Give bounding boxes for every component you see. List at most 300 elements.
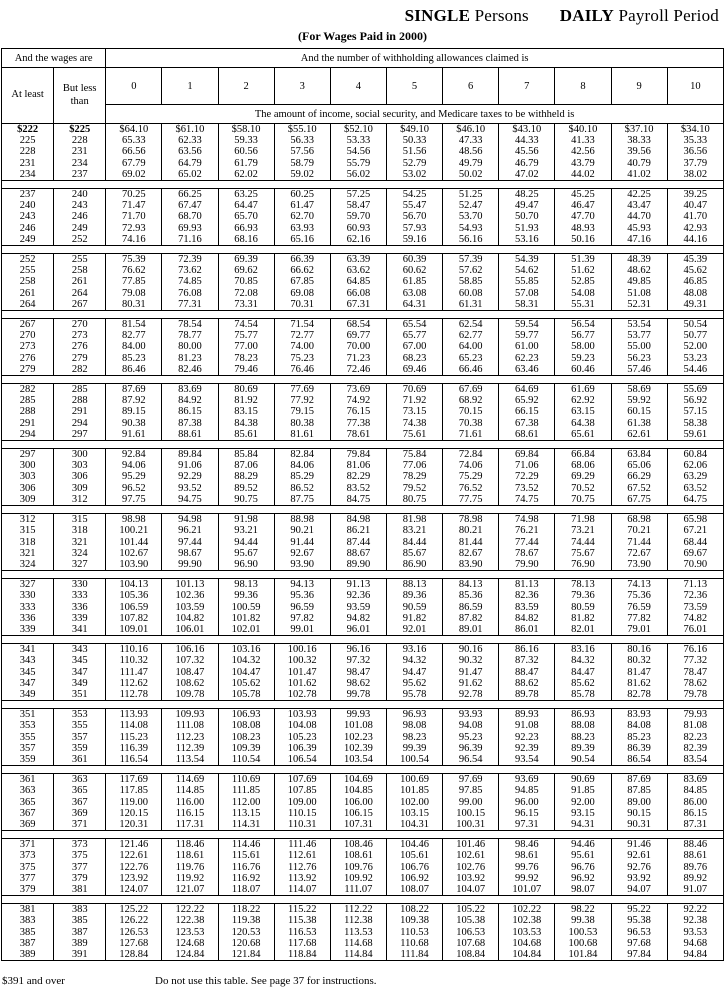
cell-amount-3: 65.16 (274, 234, 330, 246)
cell-amount-6: 68.92 (443, 395, 499, 406)
cell-amount-1: 77.31 (162, 299, 218, 311)
cell-amount-2: 110.54 (218, 754, 274, 766)
cell-amount-2: 105.78 (218, 689, 274, 701)
cell-amount-8: 84.32 (555, 655, 611, 666)
cell-amount-3: 103.93 (274, 709, 330, 721)
cell-amount-1: 86.15 (162, 406, 218, 417)
table-row (2, 732, 724, 743)
cell-amount-6: 64.00 (443, 341, 499, 352)
cell-but-less-than: 359 (54, 743, 106, 754)
cell-amount-3: 86.52 (274, 483, 330, 494)
cell-amount-6: 54.93 (443, 223, 499, 234)
cell-amount-8: 92.00 (555, 797, 611, 808)
cell-amount-3: 105.23 (274, 732, 330, 743)
cell-amount-10: 71.13 (667, 579, 723, 591)
cell-amount-3: 118.84 (274, 949, 330, 961)
cell-amount-3: 101.62 (274, 678, 330, 689)
cell-at-least: 297 (2, 449, 54, 461)
cell-amount-8: 98.07 (555, 884, 611, 896)
cell-but-less-than: 381 (54, 884, 106, 896)
cell-amount-5: 63.08 (386, 288, 442, 299)
cell-at-least: 327 (2, 579, 54, 591)
header-allowances: And the number of withholding allowances claimed is (106, 49, 724, 68)
cell-amount-0: 81.54 (106, 319, 162, 331)
cell-amount-4: 78.61 (330, 429, 386, 441)
cell-amount-0: 125.22 (106, 904, 162, 916)
cell-at-least: 270 (2, 330, 54, 341)
cell-amount-5: 81.98 (386, 514, 442, 526)
cell-amount-4: 74.92 (330, 395, 386, 406)
cell-amount-5: 77.06 (386, 460, 442, 471)
cell-but-less-than: 365 (54, 785, 106, 796)
cell-amount-3: 91.44 (274, 537, 330, 548)
cell-amount-4: 102.39 (330, 743, 386, 754)
cell-amount-3: 106.39 (274, 743, 330, 754)
cell-amount-8: 100.53 (555, 927, 611, 938)
cell-amount-4: 84.75 (330, 494, 386, 506)
cell-amount-5: 59.16 (386, 234, 442, 246)
cell-amount-10: 86.00 (667, 797, 723, 808)
cell-amount-8: $40.10 (555, 124, 611, 136)
cell-amount-8: 83.16 (555, 644, 611, 656)
cell-amount-8: 98.22 (555, 904, 611, 916)
cell-amount-4: 62.16 (330, 234, 386, 246)
cell-amount-7: 92.23 (499, 732, 555, 743)
cell-amount-8: 61.69 (555, 384, 611, 396)
row-spacer-cell (2, 311, 724, 319)
cell-amount-1: 92.29 (162, 471, 218, 482)
cell-amount-9: 51.08 (611, 288, 667, 299)
cell-amount-0: 84.00 (106, 341, 162, 352)
table-row (2, 548, 724, 559)
cell-at-least: 339 (2, 624, 54, 636)
row-spacer (2, 181, 724, 189)
cell-amount-4: 99.93 (330, 709, 386, 721)
table-row (2, 590, 724, 601)
cell-amount-5: 78.29 (386, 471, 442, 482)
row-spacer-cell (2, 246, 724, 254)
cell-amount-1: 106.16 (162, 644, 218, 656)
cell-amount-2: 65.70 (218, 211, 274, 222)
cell-at-least: 306 (2, 483, 54, 494)
cell-amount-2: 81.92 (218, 395, 274, 406)
cell-amount-9: 48.39 (611, 254, 667, 266)
cell-amount-7: 89.93 (499, 709, 555, 721)
cell-amount-2: 66.93 (218, 223, 274, 234)
cell-but-less-than: 285 (54, 384, 106, 396)
cell-amount-2: 73.31 (218, 299, 274, 311)
table-row (2, 938, 724, 949)
cell-amount-1: 73.62 (162, 265, 218, 276)
cell-amount-0: 106.59 (106, 602, 162, 613)
cell-amount-4: 71.23 (330, 353, 386, 364)
cell-amount-7: 57.08 (499, 288, 555, 299)
cell-amount-9: 85.23 (611, 732, 667, 743)
row-spacer-cell (2, 896, 724, 904)
cell-but-less-than: 389 (54, 938, 106, 949)
cell-amount-5: 60.39 (386, 254, 442, 266)
cell-amount-1: 62.33 (162, 135, 218, 146)
cell-at-least: 246 (2, 223, 54, 234)
cell-amount-3: 84.06 (274, 460, 330, 471)
cell-amount-3: 82.84 (274, 449, 330, 461)
cell-amount-10: 79.93 (667, 709, 723, 721)
cell-amount-0: 67.79 (106, 158, 162, 169)
cell-amount-4: 63.39 (330, 254, 386, 266)
cell-amount-0: 80.31 (106, 299, 162, 311)
cell-but-less-than: 349 (54, 678, 106, 689)
cell-amount-6: 49.79 (443, 158, 499, 169)
cell-amount-5: 56.70 (386, 211, 442, 222)
cell-amount-9: $37.10 (611, 124, 667, 136)
cell-amount-6: 80.21 (443, 525, 499, 536)
cell-amount-6: 67.69 (443, 384, 499, 396)
cell-amount-1: 84.92 (162, 395, 218, 406)
cell-amount-7: 72.29 (499, 471, 555, 482)
cell-amount-3: 62.70 (274, 211, 330, 222)
cell-amount-10: 50.54 (667, 319, 723, 331)
cell-amount-10: 49.31 (667, 299, 723, 311)
row-spacer-cell (2, 571, 724, 579)
header-col-2: 2 (218, 68, 274, 105)
cell-amount-2: 116.92 (218, 873, 274, 884)
cell-amount-1: 109.93 (162, 709, 218, 721)
cell-but-less-than: 306 (54, 471, 106, 482)
cell-amount-6: 85.36 (443, 590, 499, 601)
cell-amount-2: 68.16 (218, 234, 274, 246)
table-row (2, 743, 724, 754)
cell-amount-9: 73.90 (611, 559, 667, 571)
cell-but-less-than: 363 (54, 774, 106, 786)
cell-at-least: 225 (2, 135, 54, 146)
table-row (2, 655, 724, 666)
withholding-table (1, 48, 724, 961)
cell-amount-1: 101.13 (162, 579, 218, 591)
cell-amount-1: 102.36 (162, 590, 218, 601)
cell-amount-6: 91.47 (443, 667, 499, 678)
cell-amount-5: 110.53 (386, 927, 442, 938)
cell-amount-0: 91.61 (106, 429, 162, 441)
table-row (2, 797, 724, 808)
header-col-1: 1 (162, 68, 218, 105)
row-spacer-cell (2, 636, 724, 644)
cell-amount-8: 63.15 (555, 406, 611, 417)
cell-at-least: 261 (2, 288, 54, 299)
cell-amount-9: 81.62 (611, 678, 667, 689)
cell-amount-3: 79.15 (274, 406, 330, 417)
cell-but-less-than: 312 (54, 494, 106, 506)
table-row (2, 146, 724, 157)
cell-amount-5: 104.31 (386, 819, 442, 831)
cell-amount-3: 97.82 (274, 613, 330, 624)
cell-amount-10: 92.38 (667, 915, 723, 926)
cell-amount-7: 54.62 (499, 265, 555, 276)
cell-amount-4: 96.01 (330, 624, 386, 636)
table-row (2, 850, 724, 861)
cell-at-least: 373 (2, 850, 54, 861)
cell-amount-10: 58.38 (667, 418, 723, 429)
cell-amount-7: 99.92 (499, 873, 555, 884)
cell-amount-5: 96.93 (386, 709, 442, 721)
cell-amount-9: 80.16 (611, 644, 667, 656)
cell-amount-6: 86.59 (443, 602, 499, 613)
cell-amount-9: 93.92 (611, 873, 667, 884)
cell-amount-6: 77.75 (443, 494, 499, 506)
cell-amount-7: 77.44 (499, 537, 555, 548)
table-row (2, 839, 724, 851)
cell-amount-1: 119.92 (162, 873, 218, 884)
header-col-0: 0 (106, 68, 162, 105)
cell-amount-1: 111.08 (162, 720, 218, 731)
cell-amount-5: 67.00 (386, 341, 442, 352)
cell-amount-1: 71.16 (162, 234, 218, 246)
table-row (2, 276, 724, 287)
cell-amount-0: 128.84 (106, 949, 162, 961)
cell-amount-5: 71.92 (386, 395, 442, 406)
cell-amount-6: 61.31 (443, 299, 499, 311)
table-row (2, 904, 724, 916)
cell-amount-1: 118.61 (162, 850, 218, 861)
cell-but-less-than: 252 (54, 234, 106, 246)
cell-amount-5: 65.54 (386, 319, 442, 331)
cell-amount-10: 57.15 (667, 406, 723, 417)
cell-amount-9: 61.38 (611, 418, 667, 429)
cell-amount-10: 56.92 (667, 395, 723, 406)
table-row (2, 644, 724, 656)
cell-amount-7: 86.01 (499, 624, 555, 636)
cell-amount-2: 116.76 (218, 862, 274, 873)
table-row (2, 862, 724, 873)
cell-amount-6: 53.70 (443, 211, 499, 222)
row-spacer (2, 701, 724, 709)
cell-amount-1: 113.54 (162, 754, 218, 766)
cell-amount-1: 124.68 (162, 938, 218, 949)
cell-but-less-than: 324 (54, 548, 106, 559)
cell-but-less-than: 237 (54, 169, 106, 181)
table-row (2, 124, 724, 136)
table-row (2, 689, 724, 701)
table-row (2, 819, 724, 831)
cell-amount-10: 84.85 (667, 785, 723, 796)
cell-amount-7: 98.46 (499, 839, 555, 851)
table-row (2, 483, 724, 494)
cell-but-less-than: 341 (54, 624, 106, 636)
cell-amount-5: 92.01 (386, 624, 442, 636)
cell-amount-6: 91.62 (443, 678, 499, 689)
cell-amount-9: 67.52 (611, 483, 667, 494)
table-row (2, 384, 724, 396)
cell-amount-6: 99.00 (443, 797, 499, 808)
cell-amount-4: 64.85 (330, 276, 386, 287)
cell-amount-7: 54.39 (499, 254, 555, 266)
cell-amount-6: 62.77 (443, 330, 499, 341)
cell-amount-4: 69.77 (330, 330, 386, 341)
cell-amount-9: 77.82 (611, 613, 667, 624)
cell-amount-0: 119.00 (106, 797, 162, 808)
cell-amount-9: 48.62 (611, 265, 667, 276)
cell-amount-1: 116.15 (162, 808, 218, 819)
cell-amount-4: 67.31 (330, 299, 386, 311)
cell-amount-5: 91.82 (386, 613, 442, 624)
cell-amount-9: 55.00 (611, 341, 667, 352)
cell-but-less-than: 357 (54, 732, 106, 743)
cell-amount-6: 48.56 (443, 146, 499, 157)
cell-amount-4: 112.22 (330, 904, 386, 916)
table-row (2, 514, 724, 526)
cell-amount-7: 84.82 (499, 613, 555, 624)
cell-amount-10: 55.69 (667, 384, 723, 396)
cell-at-least: 318 (2, 537, 54, 548)
cell-amount-3: 77.92 (274, 395, 330, 406)
row-spacer (2, 766, 724, 774)
cell-amount-4: 73.69 (330, 384, 386, 396)
table-row (2, 254, 724, 266)
cell-amount-3: 92.67 (274, 548, 330, 559)
cell-amount-3: 99.01 (274, 624, 330, 636)
cell-amount-6: 82.67 (443, 548, 499, 559)
cell-amount-7: 48.25 (499, 189, 555, 201)
cell-amount-7: 94.85 (499, 785, 555, 796)
cell-amount-0: 104.13 (106, 579, 162, 591)
cell-amount-5: 109.38 (386, 915, 442, 926)
cell-amount-5: 84.44 (386, 537, 442, 548)
cell-amount-1: $61.10 (162, 124, 218, 136)
cell-amount-3: 111.46 (274, 839, 330, 851)
cell-amount-8: 54.08 (555, 288, 611, 299)
cell-amount-0: 107.82 (106, 613, 162, 624)
cell-amount-7: 73.52 (499, 483, 555, 494)
cell-amount-7: 91.08 (499, 720, 555, 731)
cell-amount-1: 112.39 (162, 743, 218, 754)
title-daily: DAILY (559, 6, 614, 25)
cell-amount-9: 92.76 (611, 862, 667, 873)
cell-amount-1: 93.52 (162, 483, 218, 494)
cell-amount-9: 63.84 (611, 449, 667, 461)
cell-amount-6: 96.39 (443, 743, 499, 754)
header-amount-note: The amount of income, social security, and Medicare taxes to be withheld is (106, 105, 724, 124)
cell-amount-2: 75.77 (218, 330, 274, 341)
cell-amount-7: 97.31 (499, 819, 555, 831)
row-spacer-cell (2, 506, 724, 514)
cell-amount-8: 76.90 (555, 559, 611, 571)
cell-amount-3: 85.29 (274, 471, 330, 482)
cell-amount-6: 83.90 (443, 559, 499, 571)
cell-amount-1: 83.69 (162, 384, 218, 396)
cell-amount-3: 110.31 (274, 819, 330, 831)
cell-amount-2: 60.56 (218, 146, 274, 157)
cell-amount-3: 72.77 (274, 330, 330, 341)
cell-amount-7: 89.78 (499, 689, 555, 701)
cell-amount-10: 67.21 (667, 525, 723, 536)
cell-amount-9: 75.36 (611, 590, 667, 601)
cell-amount-10: 82.23 (667, 732, 723, 743)
cell-amount-1: 109.78 (162, 689, 218, 701)
cell-amount-7: 83.59 (499, 602, 555, 613)
cell-at-least: 333 (2, 602, 54, 613)
cell-amount-10: 89.76 (667, 862, 723, 873)
cell-amount-0: 98.98 (106, 514, 162, 526)
row-spacer (2, 441, 724, 449)
cell-but-less-than: 385 (54, 915, 106, 926)
cell-amount-5: 80.75 (386, 494, 442, 506)
cell-amount-5: 100.54 (386, 754, 442, 766)
row-spacer-cell (2, 376, 724, 384)
cell-but-less-than: 369 (54, 808, 106, 819)
cell-amount-3: 115.38 (274, 915, 330, 926)
cell-amount-7: 81.13 (499, 579, 555, 591)
cell-amount-3: 63.93 (274, 223, 330, 234)
cell-amount-0: 89.15 (106, 406, 162, 417)
cell-but-less-than: 249 (54, 223, 106, 234)
cell-amount-8: 90.69 (555, 774, 611, 786)
cell-amount-6: 92.78 (443, 689, 499, 701)
cell-amount-4: 56.02 (330, 169, 386, 181)
cell-amount-6: 104.07 (443, 884, 499, 896)
cell-at-least: 279 (2, 364, 54, 376)
cell-amount-7: 58.31 (499, 299, 555, 311)
cell-amount-6: 70.38 (443, 418, 499, 429)
cell-amount-8: 62.92 (555, 395, 611, 406)
cell-amount-9: 67.75 (611, 494, 667, 506)
cell-at-least: 351 (2, 709, 54, 721)
cell-but-less-than: 371 (54, 819, 106, 831)
cell-amount-9: 87.85 (611, 785, 667, 796)
cell-amount-5: 95.62 (386, 678, 442, 689)
cell-amount-3: 77.69 (274, 384, 330, 396)
cell-amount-2: 104.47 (218, 667, 274, 678)
cell-amount-0: 94.06 (106, 460, 162, 471)
cell-amount-9: 74.13 (611, 579, 667, 591)
cell-amount-2: 118.07 (218, 884, 274, 896)
cell-amount-1: 69.93 (162, 223, 218, 234)
cell-amount-4: 81.06 (330, 460, 386, 471)
cell-amount-1: 76.08 (162, 288, 218, 299)
cell-but-less-than: 330 (54, 579, 106, 591)
cell-amount-0: 76.62 (106, 265, 162, 276)
cell-amount-10: 37.79 (667, 158, 723, 169)
table-row (2, 265, 724, 276)
cell-at-least: 282 (2, 384, 54, 396)
cell-amount-3: 80.38 (274, 418, 330, 429)
cell-at-least: 294 (2, 429, 54, 441)
table-row (2, 169, 724, 181)
cell-amount-7: 51.93 (499, 223, 555, 234)
cell-at-least: 273 (2, 341, 54, 352)
cell-at-least: 363 (2, 785, 54, 796)
cell-amount-9: 82.78 (611, 689, 667, 701)
cell-at-least: 243 (2, 211, 54, 222)
cell-amount-1: 122.22 (162, 904, 218, 916)
cell-amount-5: 108.07 (386, 884, 442, 896)
header-col-6: 6 (443, 68, 499, 105)
header-col-9: 9 (611, 68, 667, 105)
cell-amount-9: 40.79 (611, 158, 667, 169)
cell-amount-10: 44.16 (667, 234, 723, 246)
cell-amount-2: 108.23 (218, 732, 274, 743)
cell-amount-6: 76.52 (443, 483, 499, 494)
cell-amount-4: 104.69 (330, 774, 386, 786)
cell-amount-7: 74.75 (499, 494, 555, 506)
cell-amount-2: 110.69 (218, 774, 274, 786)
cell-at-least: 367 (2, 808, 54, 819)
cell-amount-5: $49.10 (386, 124, 442, 136)
cell-amount-6: 65.23 (443, 353, 499, 364)
cell-amount-8: 47.70 (555, 211, 611, 222)
cell-amount-4: 99.78 (330, 689, 386, 701)
cell-amount-8: 52.85 (555, 276, 611, 287)
cell-amount-2: 120.68 (218, 938, 274, 949)
page-title (0, 0, 725, 26)
